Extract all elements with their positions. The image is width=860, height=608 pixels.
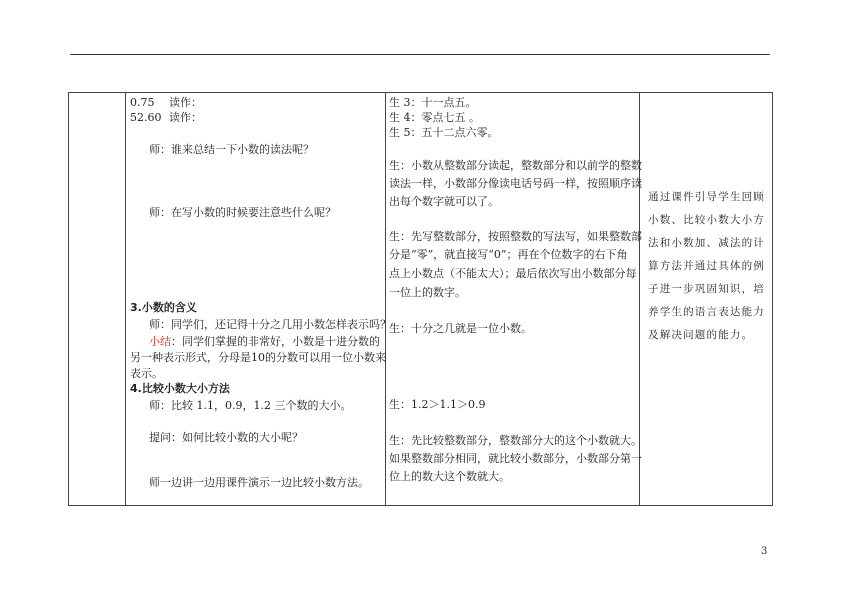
section-3-summary-line-3: 表示。: [130, 367, 163, 380]
design-intent-note: 通过课件引导学生回顾小数、比较小数大小方法和小数加、减法的计算方法并通过具体的例子进一步巩固知识，培养学生的语言表达能力及解决问题的能力。: [648, 191, 765, 341]
read-method-line-3: 出每个数字就可以了。: [389, 195, 499, 208]
question-read-method: 师：谁来总结一下小数的读法呢？: [149, 143, 314, 156]
compare-method-line-3: 位上的数大这个数就大。: [389, 470, 510, 483]
read-prompt-1: 读作：: [169, 96, 202, 109]
section-3-summary-line-1: 小结：同学们掌握的非常好，小数是十进分数的: [149, 335, 380, 348]
design-intent-cell: [640, 93, 773, 506]
compare-method-line-2: 如果整数部分相同，就比较小数部分，小数部分第一: [389, 452, 642, 465]
student-activity-cell: [386, 93, 640, 506]
section-3-question: 师：同学们，还记得十分之几用小数怎样表示吗？: [149, 318, 391, 331]
student-answer-5: 生 5：五十二点六零。: [389, 126, 499, 139]
table-row: [69, 93, 773, 506]
section-4-question: 师：比较 1.1，0.9，1.2 三个数的大小。: [149, 399, 352, 412]
section-4-title: 4.比较小数大小方法: [130, 382, 230, 395]
number-075: 0.75: [130, 96, 155, 109]
compare-method-line-1: 生：先比较整数部分，整数部分大的这个小数就大。: [389, 434, 642, 447]
page-number: 3: [761, 546, 768, 557]
number-5260: 52.60: [130, 111, 162, 124]
read-prompt-2: 读作：: [169, 111, 202, 124]
header-rule: [70, 54, 770, 55]
read-method-line-1: 生：小数从整数部分读起，整数部分和以前学的整数: [389, 159, 642, 172]
section-4-ask: 提问：如何比较小数的大小呢？: [149, 431, 303, 444]
student-answer-3: 生 3：十一点五。: [389, 96, 477, 109]
stage-column-cell: [69, 93, 126, 506]
lesson-plan-table: [68, 92, 773, 506]
student-answer-4: 生 4：零点七五 。: [389, 111, 480, 124]
teacher-activity-cell: [126, 93, 391, 506]
question-write-notice: 师：在写小数的时候要注意些什么呢？: [149, 206, 336, 219]
summary-label: 小结: [149, 335, 171, 348]
write-method-line-2: 分是“零”，就直接写“0”；再在个位数字的右下角: [389, 248, 628, 261]
write-method-line-4: 一位上的数字。: [389, 286, 466, 299]
section-3-summary-line-2: 另一种表示形式，分母是10的分数可以用一位小数来: [130, 351, 386, 364]
write-method-line-1: 生：先写整数部分，按照整数的写法写，如果整数部: [389, 230, 642, 243]
section-3-title: 3.小数的含义: [130, 301, 197, 314]
read-method-line-2: 读法一样，小数部分像读电话号码一样，按照顺序读: [389, 177, 642, 190]
comparison-answer: 生：1.2＞1.1＞0.9: [389, 398, 486, 411]
write-method-line-3: 点上小数点（不能太大）；最后依次写出小数部分每: [389, 267, 637, 280]
section-4-demo: 师一边讲一边用课件演示一边比较小数方法。: [149, 476, 369, 489]
tenths-answer: 生：十分之几就是一位小数。: [389, 322, 532, 335]
